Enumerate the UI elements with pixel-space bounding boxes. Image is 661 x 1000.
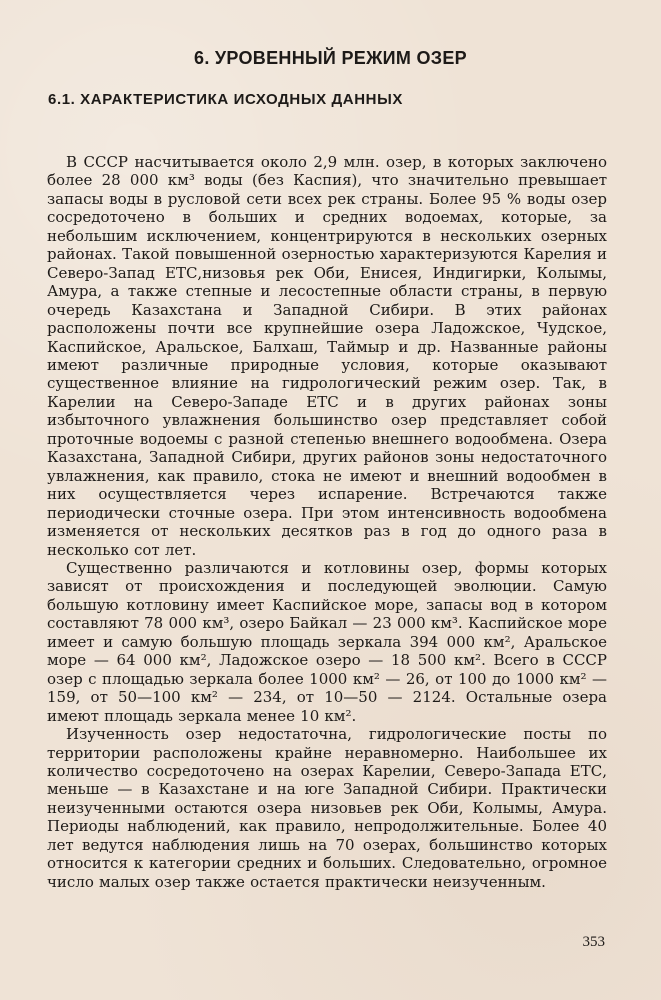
- chapter-title: 6. УРОВЕННЫЙ РЕЖИМ ОЗЕР: [194, 48, 467, 68]
- paragraph-3: Изученность озер недостаточна, гидрологические посты по территории расположены крайне неравномерно. Наибольшее их количество сосредоточено на озерах Карелии, Северо-Запада ЕТС, меньше — в Казахстане и на юге Западной Сибири. Практически неизученными остаются озера низовьев рек Оби, Колымы, Амура. Периоды наблюдений, как правило, непродолжительные. Более 40 лет ведутся наблюдения лишь на 70 озерах, большинство которых относится к категории средних и больших. Следовательно, огромное число малых озер также остается практически неизученным.: [47, 725, 607, 891]
- section-title: 6.1. ХАРАКТЕРИСТИКА ИСХОДНЫХ ДАННЫХ: [48, 91, 403, 108]
- paragraph-2: Существенно различаются и котловины озер, формы которых зависят от происхождения и последующей эволюции. Самую большую котловину имеет Каспийское море, запасы вод в котором составляют 78 000 км³, озеро Байкал — 23 000 км³. Каспийское море имеет и самую большую площадь зеркала 394 000 км², Аральское море — 64 000 км², Ладожское озеро — 18 500 км². Всего в СССР озер с площадью зеркала более 1000 км² — 26, от 100 до 1000 км² — 159, от 50—100 км² — 234, от 10—50 — 2124. Остальные озера имеют площадь зеркала менее 10 км².: [47, 558, 607, 725]
- paragraph-1: В СССР насчитывается около 2,9 млн. озер, в которых заключено более 28 000 км³ воды (без Каспия), что значительно превышает запасы воды в русловой сети всех рек страны. Более 95 % воды озер сосредоточено в больших и средних водоемах, которые, за небольшим исключением, концентрируются в нескольких озерных районах. Такой повышенной озерностью характеризуются Карелия и Северо-Запад ЕТС,низовья рек Оби, Енисея, Индигирки, Колымы, Амура, а также степные и лесостепные области страны, в первую очередь Казахстана и Западной Сибири. В этих районах расположены почти все крупнейшие озера Ладожское, Чудское, Каспийское, Аральское, Балхаш, Таймыр и др. Названные районы имеют различные природные условия, которые оказывают существенное влияние на гидрологический режим озер. Так, в Карелии на Северо-Западе ЕТС и в других районах зоны избыточного увлажнения большинство озер представляет собой проточные водоемы с разной степенью внешнего водообмена. Озера Казахстана, Западной Сибири, других районов зоны недостаточного увлажнения, как правило, стока не имеют и внешний водообмен в них осуществляется через испарение. Встречаются также периодически сточные озера. При этом интенсивность водообмена изменяется от нескольких десятков раз в год до одного раза в несколько сот лет.: [47, 153, 607, 559]
- page-number: 353: [582, 934, 605, 950]
- body-text: [47, 153, 607, 891]
